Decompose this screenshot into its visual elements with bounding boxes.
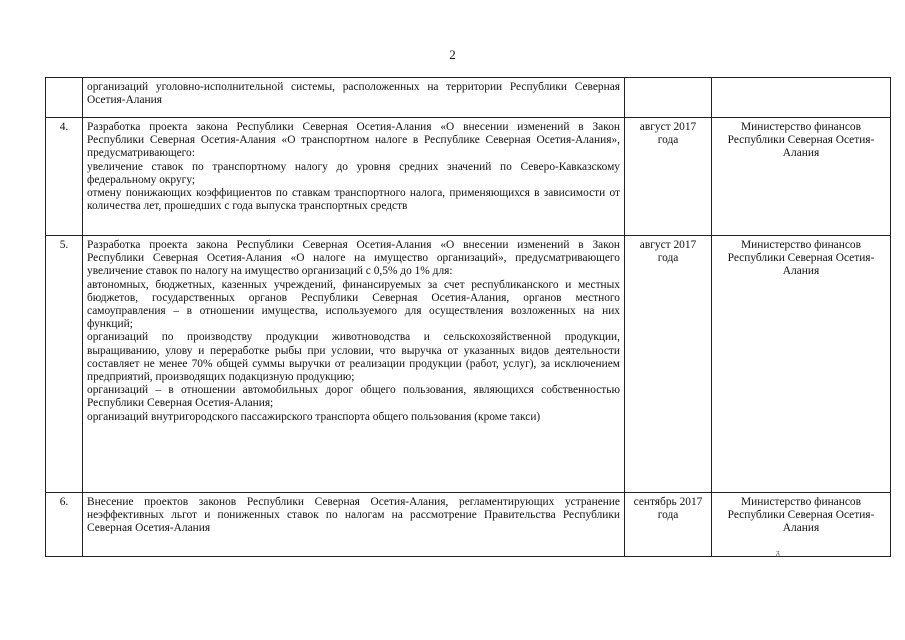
measure-paragraph: организаций внутригородского пассажирского транспорта общего пользования (кроме такси) <box>87 410 541 423</box>
measure-paragraph: отмену понижающих коэффициентов по ставкам транспортного налога, применяющихся в зависимости от количества лет, прошедших с года выпуска транспортных средств <box>87 187 620 213</box>
measure-paragraph: автономных, бюджетных, казенных учреждений, финансируемых за счет республиканского и местных бюджетов, государственных органов Республики Северная Осетия-Алания, органов местного самоуправления – в отношении имущества, используемого для осуществления возложенных на них функций; <box>87 278 620 331</box>
measure-paragraph: организаций – в отношении автомобильных дорог общего пользования, являющихся собственностью Республики Северная Осетия-Алания; <box>87 384 620 410</box>
responsible-body: Министерство финансов Республики Северная Осетия-Алания <box>712 493 891 557</box>
deadline: август 2017 года <box>625 236 712 493</box>
table-row <box>46 78 891 118</box>
measure-description <box>83 493 625 557</box>
table-row <box>46 493 891 557</box>
measure-description <box>83 236 625 493</box>
responsible-body: Министерство финансов Республики Северная Осетия-Алания <box>712 118 891 236</box>
deadline: август 2017 года <box>625 118 712 236</box>
deadline <box>625 78 712 118</box>
row-number <box>46 78 83 118</box>
measure-paragraph: организаций уголовно-исполнительной системы, расположенных на территории Республики Северная Осетия-Алания <box>87 81 620 107</box>
row-number: 4. <box>46 118 83 236</box>
page-number: 2 <box>449 47 456 62</box>
scan-speck: ᵹ <box>776 548 780 557</box>
measure-paragraph: Внесение проектов законов Республики Северная Осетия-Алания, регламентирующих устранение неэффективных льгот и пониженных ставок по налогам на рассмотрение Правительства Республики Северная Осетия-Алания <box>87 496 620 535</box>
measure-paragraph: увеличение ставок по транспортному налогу до уровня средних значений по Северо-Кавказскому федеральному округу; <box>87 160 620 186</box>
measure-paragraph: организаций по производству продукции животноводства и сельскохозяйственной продукции, выращиванию, улову и переработке рыбы при условии, что выручка от указанных видов деятельности составляет не менее 70% общей суммы выручки от реализации продукции (работ, услуг), за исключением предприятий, производящих подакцизную продукцию; <box>87 331 620 384</box>
measure-description <box>83 78 625 118</box>
responsible-body: Министерство финансов Республики Северная Осетия-Алания <box>712 236 891 493</box>
measure-paragraph: Разработка проекта закона Республики Северная Осетия-Алания «О внесении изменений в Закон Республики Северная Осетия-Алания «О налоге на имущество организаций», предусматривающего увеличение ставок по налогу на имущество организаций с 0,5% до 1% для: <box>87 239 620 278</box>
table-row <box>46 118 891 236</box>
deadline: сентябрь 2017 года <box>625 493 712 557</box>
table-row <box>46 236 891 493</box>
row-number: 6. <box>46 493 83 557</box>
row-number: 5. <box>46 236 83 493</box>
measure-description <box>83 118 625 236</box>
measure-paragraph: Разработка проекта закона Республики Северная Осетия-Алания «О внесении изменений в Закон Республики Северная Осетия-Алания «О транспортном налоге в Республике Северная Осетия-Алания», предусматривающего: <box>87 121 620 160</box>
plan-table <box>45 77 891 557</box>
responsible-body <box>712 78 891 118</box>
